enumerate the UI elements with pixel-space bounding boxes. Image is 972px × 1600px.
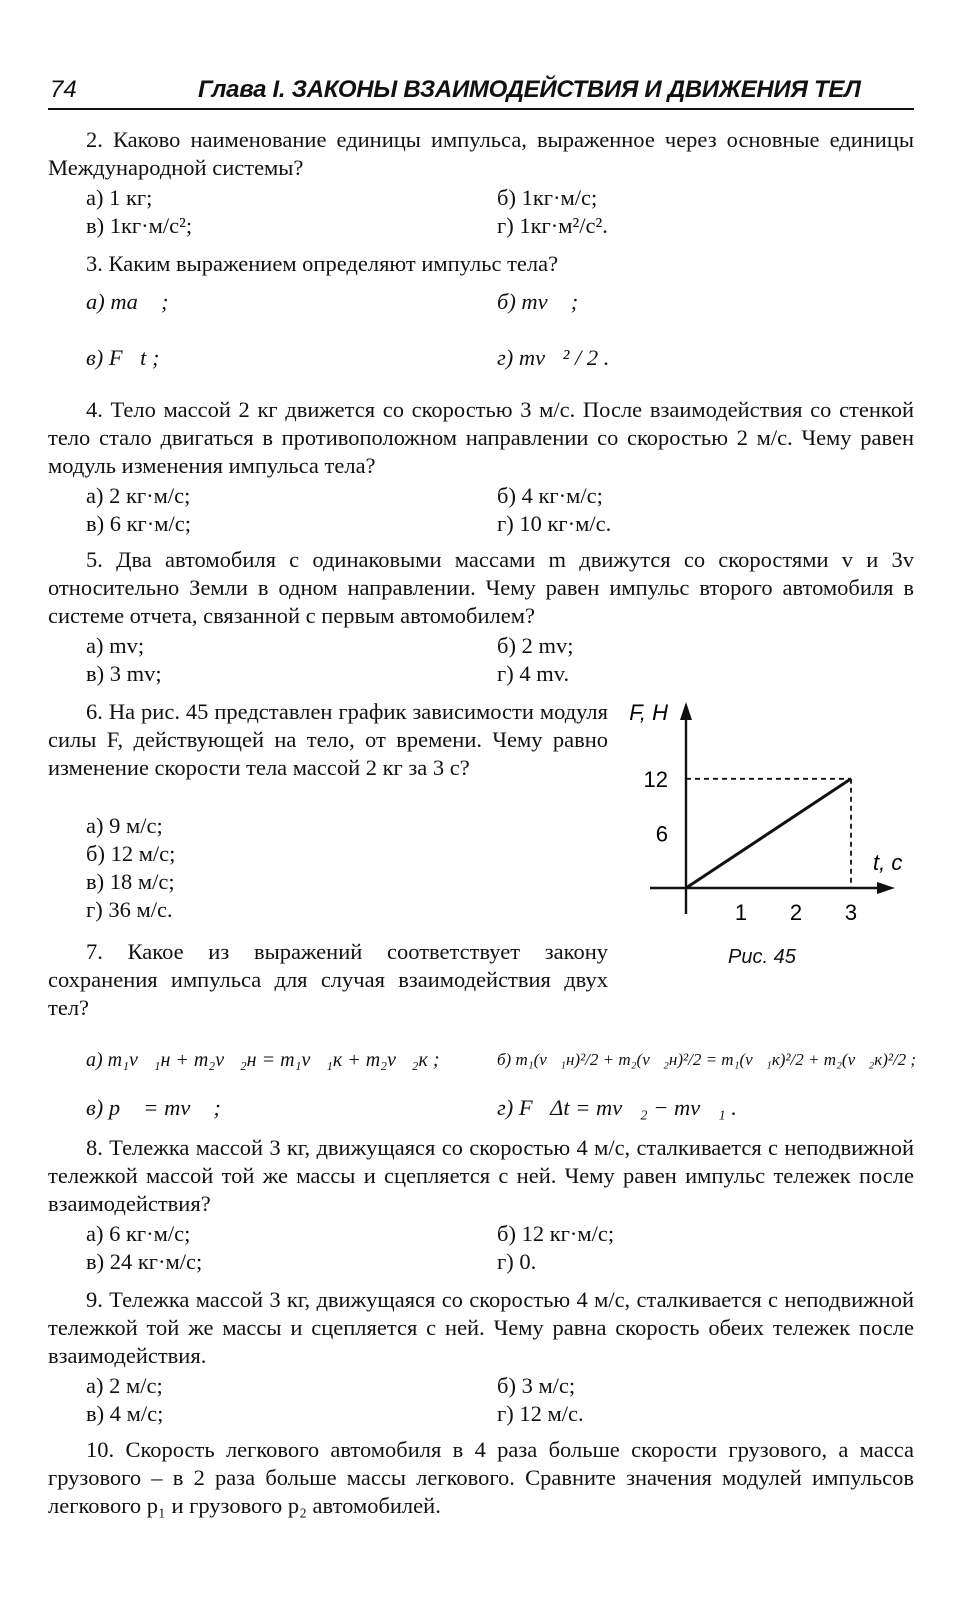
q4-option-a: а) 2 кг·м/с;: [86, 483, 191, 508]
q8-option-b: б) 12 кг·м/с;: [497, 1221, 615, 1246]
q7-option-b: б) m₁(v⃗₁н)²/2 + m₂(v⃗₂н)²/2 = m₁(v⃗₁к)²/2 + m₂(v⃗₂к)²/2 ;: [497, 1050, 917, 1069]
q3-option-a: а) ma⃗ ;: [86, 289, 169, 314]
q4-option-c: в) 6 кг·м/с;: [86, 511, 191, 536]
question-9: 9. Тележка массой 3 кг, движущаяся со скоростью 4 м/с, сталкивается с неподвижной тележкой той же массы и сцепляется с ней. Чему равна скорость обеих тележек после взаимодействия.: [48, 1287, 914, 1368]
x-tick-label: 3: [844, 900, 858, 925]
question-4: 4. Тело массой 2 кг движется со скоростью 3 м/с. После взаимодействия со стенкой тело стало двигаться в противоположном направлении со скоростью 2 м/с. Чему равен модуль изменения импульса тела?: [48, 397, 914, 478]
q3-option-b: б) mv⃗ ;: [497, 289, 579, 314]
q7-option-c: в) p⃗ = mv⃗ ;: [86, 1095, 221, 1120]
question-2: 2. Каково наименование единицы импульса, выраженное через основные единицы Международной системы?: [48, 127, 914, 180]
q3-option-c: в) F⃗t ;: [86, 345, 160, 370]
x-axis-label: t, с: [873, 850, 903, 875]
q6-option-c: в) 18 м/с;: [86, 869, 175, 894]
y-tick-label: 12: [643, 766, 668, 792]
page-header: [48, 72, 914, 110]
question-10: 10. Скорость легкового автомобиля в 4 раза больше скорости грузового, а масса грузового – в 2 раза больше массы легкового. Сравните значения модулей импульсов легкового p₁ и грузового p₂ автомобилей.: [48, 1437, 914, 1518]
q3-option-d: г) mv⃗² / 2 .: [497, 345, 610, 370]
q8-option-c: в) 24 кг·м/с;: [86, 1249, 203, 1274]
q7-option-a: а) m₁v⃗₁н + m₂v⃗₂н = m₁v⃗₁к + m₂v⃗₂к ;: [86, 1049, 440, 1071]
question-3: 3. Каким выражением определяют импульс тела?: [86, 251, 559, 276]
question-5: 5. Два автомобиля с одинаковыми массами m движутся со скоростями v и 3v относительно Земли в одном направлении. Чему равен импульс второго автомобиля в системе отчета, связанной с первым автомобилем?: [48, 547, 914, 628]
figure-caption: Рис. 45: [728, 946, 796, 968]
question-7: 7. Какое из выражений соответствует закону сохранения импульса для случая взаимодействия двух тел?: [48, 939, 608, 1020]
page-number: 74: [50, 76, 77, 103]
q5-option-b: б) 2 mv;: [497, 633, 574, 658]
q4-option-b: б) 4 кг·м/с;: [497, 483, 603, 508]
x-tick-label: 2: [789, 900, 803, 925]
x-axis-arrow: [877, 882, 895, 894]
q9-option-b: б) 3 м/с;: [497, 1373, 576, 1398]
x-tick-label: 1: [734, 900, 748, 925]
q6-option-d: г) 36 м/с.: [86, 897, 173, 922]
y-axis-arrow: [680, 702, 692, 720]
q8-option-a: а) 6 кг·м/с;: [86, 1221, 191, 1246]
q9-option-c: в) 4 м/с;: [86, 1401, 164, 1426]
q2-option-a: а) 1 кг;: [86, 185, 153, 210]
force-line: [686, 779, 851, 888]
question-8: 8. Тележка массой 3 кг, движущаяся со скоростью 4 м/с, сталкивается с неподвижной тележкой массой той же массы и сцепляется с ней. Чему равен импульс тележек после взаимодействия?: [48, 1135, 914, 1216]
chapter-title: Глава I. ЗАКОНЫ ВЗАИМОДЕЙСТВИЯ И ДВИЖЕНИЯ ТЕЛ: [198, 76, 861, 103]
force-time-graph: [600, 690, 930, 940]
q9-option-a: а) 2 м/с;: [86, 1373, 163, 1398]
y-tick-label: 6: [655, 821, 668, 847]
q6-option-b: б) 12 м/с;: [86, 841, 176, 866]
question-6: 6. На рис. 45 представлен график зависимости модуля силы F, действующей на тело, от времени. Чему равно изменение скорости тела массой 2 кг за 3 с?: [48, 699, 608, 780]
q5-option-d: г) 4 mv.: [497, 661, 570, 686]
q7-option-d: г) F⃗Δt = mv⃗₂ − mv⃗₁ .: [497, 1095, 737, 1120]
q6-option-a: а) 9 м/с;: [86, 813, 163, 838]
y-axis-label: F, Н: [629, 700, 668, 725]
q2-option-b: б) 1кг·м/с;: [497, 185, 598, 210]
q8-option-d: г) 0.: [497, 1249, 537, 1274]
q2-option-c: в) 1кг·м/с²;: [86, 213, 193, 238]
q2-option-d: г) 1кг·м²/с².: [497, 213, 608, 238]
q5-option-c: в) 3 mv;: [86, 661, 162, 686]
q5-option-a: а) mv;: [86, 633, 145, 658]
q4-option-d: г) 10 кг·м/с.: [497, 511, 612, 536]
q9-option-d: г) 12 м/с.: [497, 1401, 584, 1426]
